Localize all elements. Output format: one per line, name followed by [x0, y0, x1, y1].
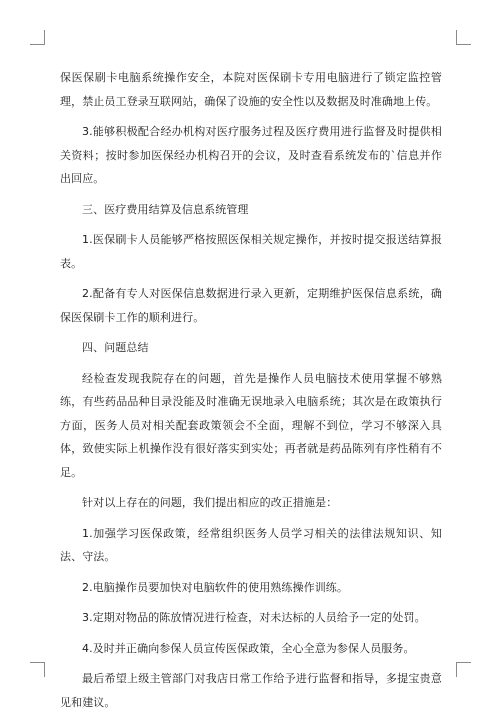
paragraph-item-3: 3.能够积极配合经办机构对医疗服务过程及医疗费用进行监督及时提供相关资料；按时参加医保经办机构召开的会议，及时查看系统发布的`信息并作出回应。 [60, 125, 442, 185]
paragraph-continued: 保医保刷卡电脑系统操作安全，本院对医保刷卡专用电脑进行了锁定监控管理，禁止员工登录互联网站，确保了设施的安全性以及数据及时准确地上传。 [60, 71, 442, 108]
paragraph-item-2: 2.配备有专人对医保信息数据进行录入更新，定期维护医保信息系统，确保医保刷卡工作的顺利进行。 [60, 287, 442, 324]
paragraph-item-1: 1.医保刷卡人员能够严格按照医保相关规定操作，并按时提交报送结算报表。 [60, 233, 442, 270]
measure-item-3: 3.定期对物品的陈放情况进行检查，对未达标的人员给予一定的处罚。 [82, 611, 426, 624]
measure-item-2: 2.电脑操作员要加快对电脑软件的使用熟练操作训练。 [82, 580, 348, 594]
measure-item-4: 4.及时并正确向参保人员宣传医保政策，全心全意为参保人员服务。 [82, 641, 415, 655]
section-heading-3: 三、医疗费用结算及信息系统管理 [82, 202, 249, 216]
measure-item-1: 1.加强学习医保政策，经常组织医务人员学习相关的法律法规知识、知法、守法。 [60, 526, 442, 563]
crop-mark-bottom-right [456, 662, 471, 677]
section-heading-4: 四、问题总结 [82, 341, 149, 354]
paragraph-measures-intro: 针对以上存在的问题，我们提出相应的改正措施是： [82, 496, 338, 509]
paragraph-closing: 最后希望上级主管部门对我店日常工作给予进行监督和指导，多提宝贵意见和建议。 [60, 672, 442, 709]
document-body [60, 66, 442, 721]
crop-mark-top-left [30, 30, 45, 45]
crop-mark-bottom-left [30, 662, 45, 677]
crop-mark-top-right [456, 30, 471, 45]
paragraph-problems: 经检查发现我院存在的问题，首先是操作人员电脑技术使用掌握不够熟练，有些药品品种目录没能及时准确无误地录入电脑系统；其次是在政策执行方面，医务人员对相关配套政策领会不全面，理解不到位，学习不够深入具体，致使实际上机操作没有很好落实到实处；再者就是药品陈列有序性稍有不足。 [60, 371, 442, 479]
